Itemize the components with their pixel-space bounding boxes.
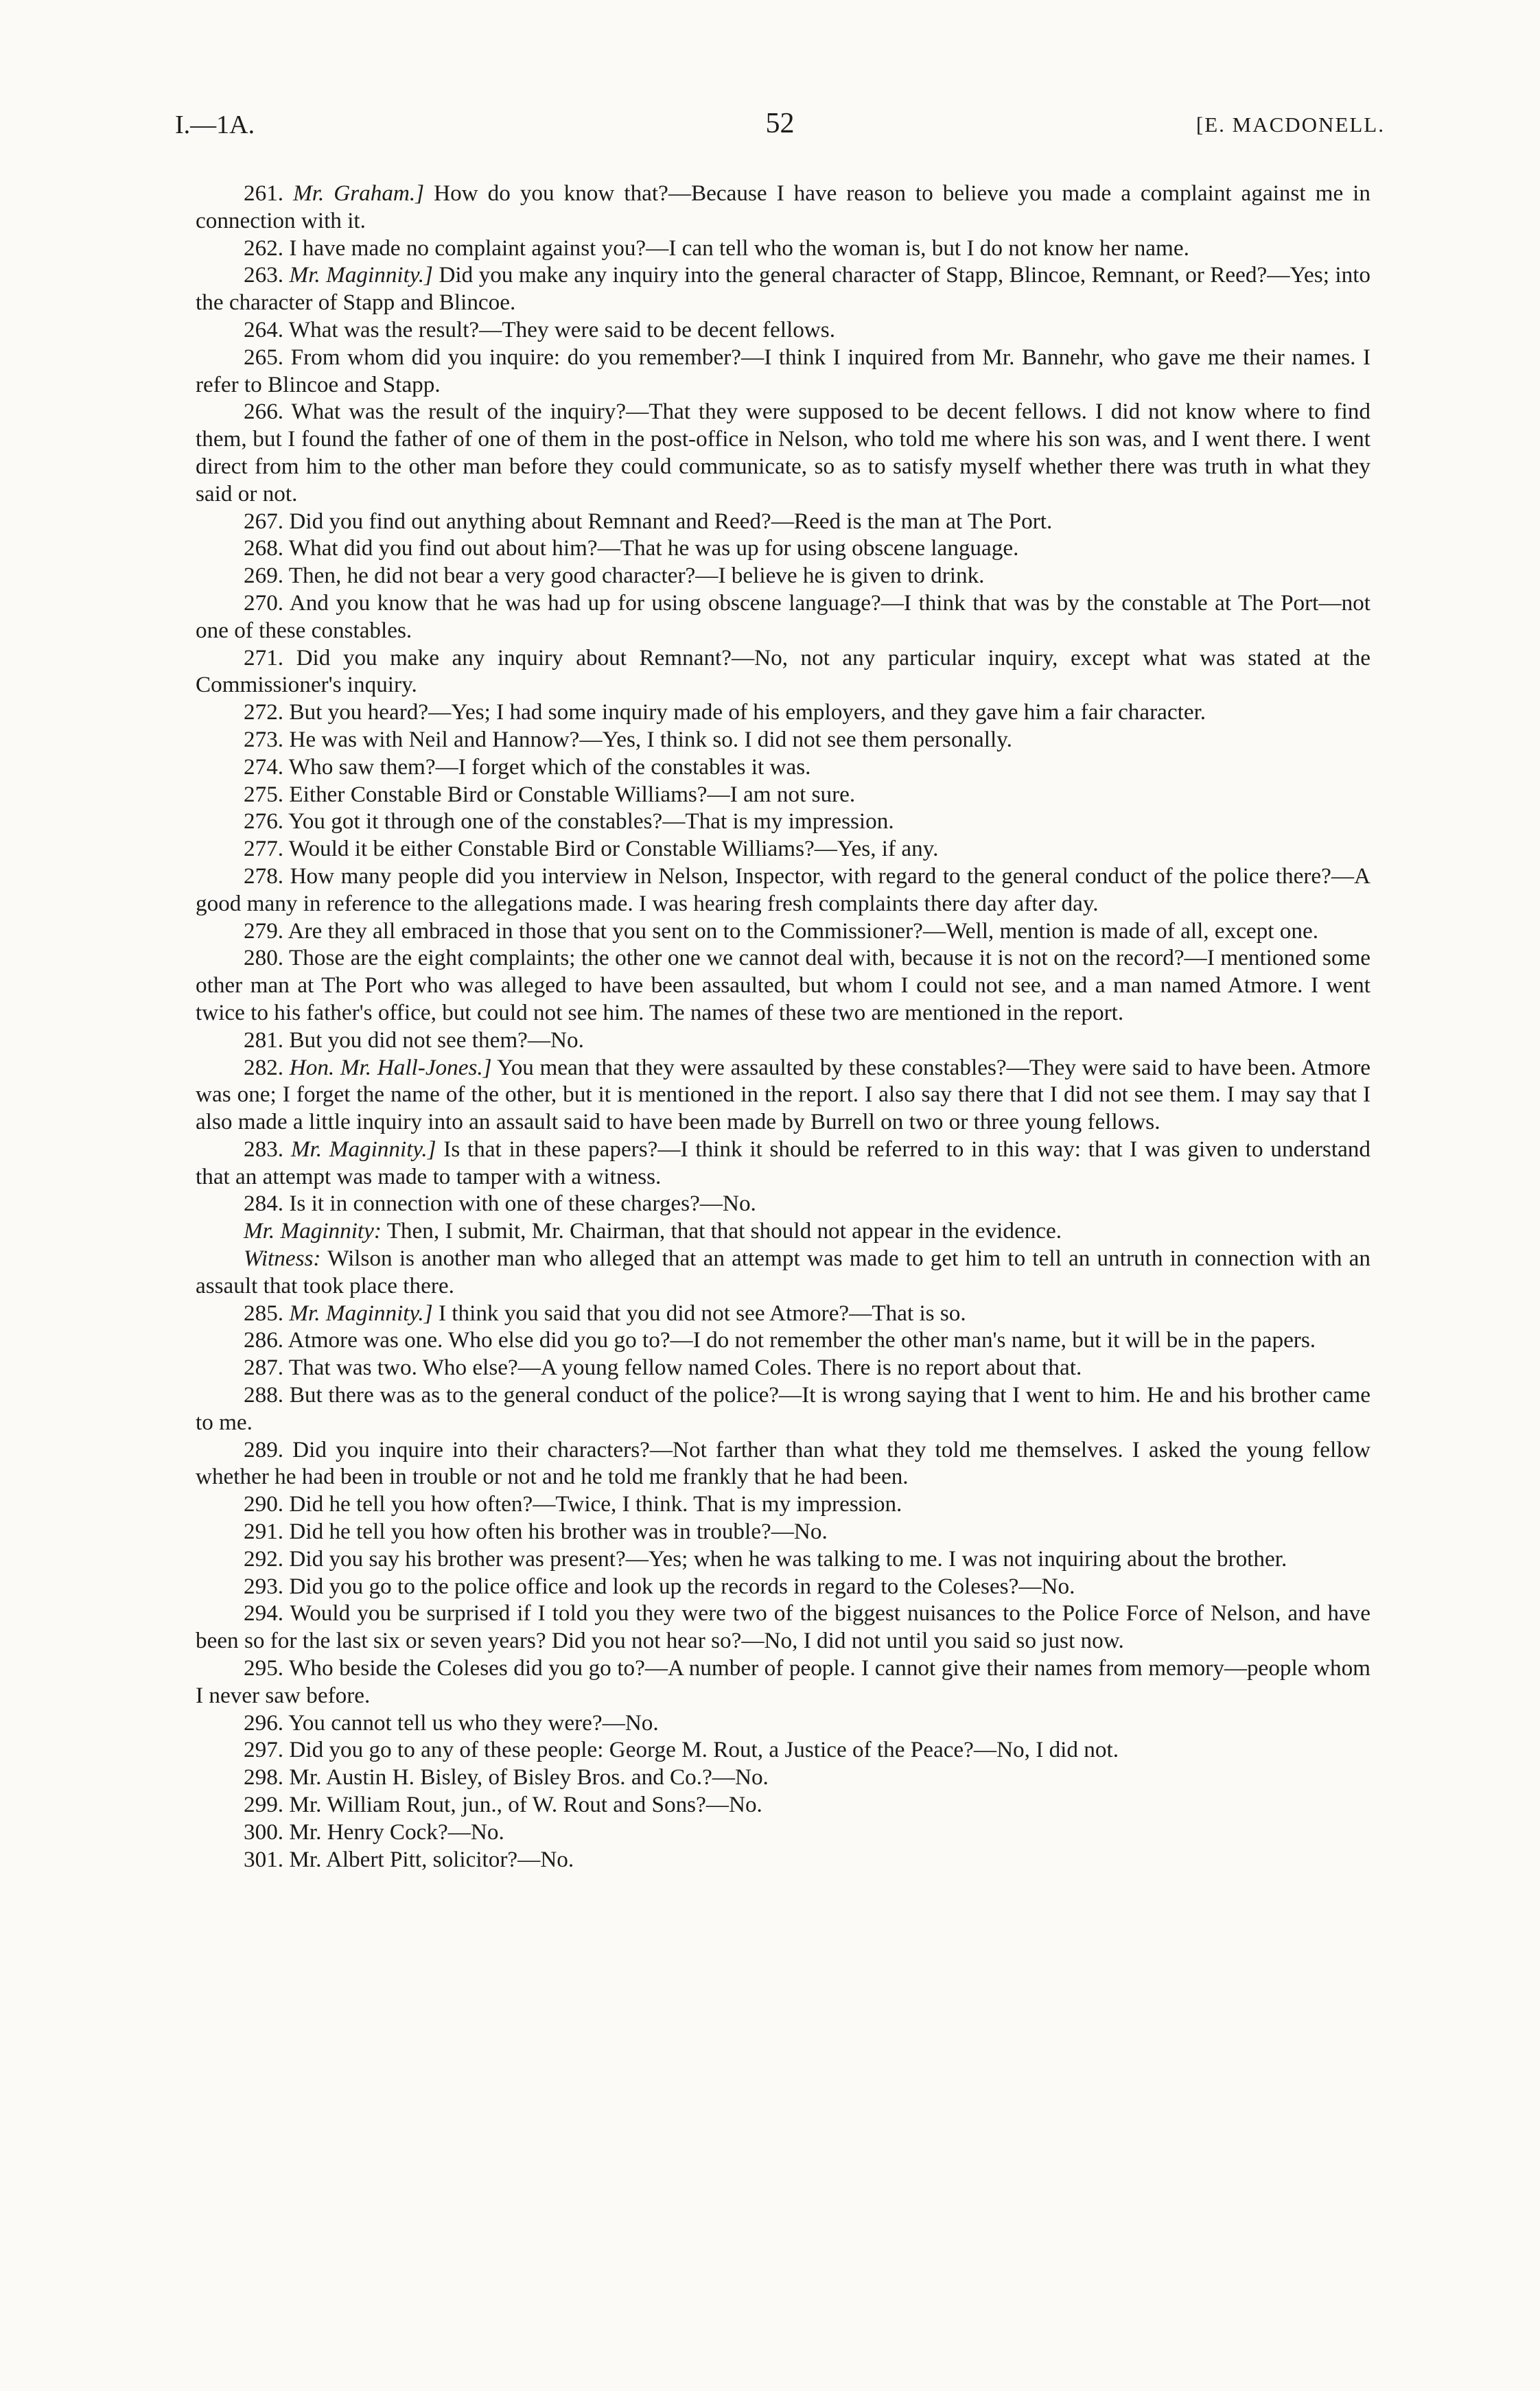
evidence-paragraph xyxy=(196,1736,1370,1764)
question-number: 291. xyxy=(244,1519,284,1545)
document-reference: I.—1A. xyxy=(175,110,255,139)
paragraph-text: Did he tell you how often?—Twice, I think. That is my impression. xyxy=(289,1491,902,1517)
paragraph-text: I think you said that you did not see Atmore?—That is so. xyxy=(438,1300,966,1326)
question-number: 278. xyxy=(244,863,284,889)
paragraph-text: Are they all embraced in those that you sent on to the Commissioner?—Well, mention is made of all, except one. xyxy=(288,918,1318,944)
paragraph-text: You got it through one of the constables?—That is my impression. xyxy=(288,808,894,835)
speaker-name: Mr. Maginnity.] xyxy=(289,262,433,288)
paragraph-text: Atmore was one. Who else did you go to?—I do not remember the other man's name, but it will be in the papers. xyxy=(288,1327,1316,1353)
paragraph-text: What was the result of the inquiry?—That they were supposed to be decent fellows. I did not know where to find them, but I found the father of one of them in the post-office in Nelson, who told me where his son was, and I went there. I went direct from him to the other man before they could communicate, so as to satisfy myself whether there was truth in what they said or not. xyxy=(196,399,1370,506)
witness-name-header: [E. MACDONELL. xyxy=(1195,113,1385,137)
question-number: 276. xyxy=(244,808,284,835)
evidence-paragraph xyxy=(196,180,1370,235)
paragraph-text: Would you be surprised if I told you they were two of the biggest nuisances to the Police Force of Nelson, and have been so for the last six or seven years? Did you not hear so?—No, I did not until you said so just now. xyxy=(196,1600,1370,1654)
question-number: 261. xyxy=(244,180,284,206)
question-number: 285. xyxy=(244,1300,284,1326)
speaker-name: Witness: xyxy=(244,1246,321,1272)
paragraph-text: Did you make any inquiry into the general character of Stapp, Blincoe, Remnant, or Reed?—Yes; into the character of Stapp and Blincoe. xyxy=(196,262,1371,316)
question-number: 294. xyxy=(244,1600,284,1626)
paragraph-text: He was with Neil and Hannow?—Yes, I think so. I did not see them personally. xyxy=(289,726,1012,752)
paragraph-text: What was the result?—They were said to be decent fellows. xyxy=(288,316,835,342)
paragraph-text: Did you say his brother was present?—Yes; when he was talking to me. I was not inquiring about the brother. xyxy=(289,1546,1287,1572)
paragraph-text: Then, I submit, Mr. Chairman, that that should not appear in the evidence. xyxy=(386,1218,1062,1244)
page-number: 52 xyxy=(765,108,795,139)
paragraph-text: Would it be either Constable Bird or Constable Williams?—Yes, if any. xyxy=(288,836,939,862)
paragraph-text: You mean that they were assaulted by these constables?—They were said to have been. Atmore was one; I forget the name of the other, but it is mentioned in the report. I also say there that I did not see them. I may say that I also made a little inquiry into an assault said to have been made by Burrell on two or three young fellows. xyxy=(196,1054,1370,1135)
paragraph-text: But you did not see them?—No. xyxy=(289,1027,584,1053)
evidence-body xyxy=(196,180,1370,1873)
evidence-paragraph xyxy=(196,1491,1370,1518)
paragraph-text: You cannot tell us who they were?—No. xyxy=(288,1710,659,1736)
question-number: 297. xyxy=(244,1737,284,1763)
paragraph-text: Who beside the Coleses did you go to?—A number of people. I cannot give their names from memory—people whom I never saw before. xyxy=(196,1655,1370,1708)
question-number: 282. xyxy=(244,1054,284,1080)
paragraph-text: Mr. Austin H. Bisley, of Bisley Bros. and Co.?—No. xyxy=(289,1764,769,1791)
evidence-paragraph xyxy=(196,944,1370,1026)
question-number: 271. xyxy=(244,644,284,670)
question-number: 277. xyxy=(244,836,284,862)
paragraph-text: From whom did you inquire: do you remember?—I think I inquired from Mr. Bannehr, who gave me their names. I refer to Blincoe and Stapp. xyxy=(196,344,1371,397)
page-header xyxy=(175,110,1385,151)
paragraph-text: And you know that he was had up for using obscene language?—I think that was by the constable at The Port—not one of these constables. xyxy=(196,590,1370,643)
evidence-paragraph xyxy=(196,1381,1370,1436)
evidence-paragraph xyxy=(196,918,1370,945)
paragraph-text: Who saw them?—I forget which of the constables it was. xyxy=(288,754,811,780)
evidence-paragraph xyxy=(196,344,1370,399)
paragraph-text: That was two. Who else?—A young fellow named Coles. There is no report about that. xyxy=(288,1355,1082,1381)
evidence-paragraph xyxy=(196,1846,1370,1874)
paragraph-text: Is it in connection with one of these charges?—No. xyxy=(289,1191,756,1217)
evidence-paragraph xyxy=(196,1217,1370,1245)
question-number: 281. xyxy=(244,1027,284,1053)
paragraph-text: But there was as to the general conduct of the police?—It is wrong saying that I went to him. He and his brother came to me. xyxy=(196,1382,1371,1435)
question-number: 298. xyxy=(244,1764,284,1791)
evidence-paragraph xyxy=(196,863,1370,918)
speaker-name: Mr. Maginnity: xyxy=(244,1218,382,1244)
evidence-paragraph xyxy=(196,1819,1370,1846)
paragraph-text: Is that in these papers?—I think it should be referred to in this way: that I was given to understand that an attempt was made to tamper with a witness. xyxy=(196,1136,1370,1189)
evidence-paragraph xyxy=(196,316,1370,344)
question-number: 286. xyxy=(244,1327,284,1353)
question-number: 299. xyxy=(244,1792,284,1818)
evidence-paragraph xyxy=(196,590,1370,644)
question-number: 269. xyxy=(244,563,284,589)
paragraph-text: Either Constable Bird or Constable Williams?—I am not sure. xyxy=(289,781,856,807)
question-number: 265. xyxy=(244,344,284,370)
question-number: 272. xyxy=(244,699,284,725)
question-number: 300. xyxy=(244,1819,284,1845)
evidence-paragraph xyxy=(196,835,1370,863)
paragraph-text: Mr. Henry Cock?—No. xyxy=(289,1819,504,1845)
paragraph-text: Did you make any inquiry about Remnant?—No, not any particular inquiry, except what was stated at the Commissioner's inquiry. xyxy=(196,644,1371,698)
question-number: 262. xyxy=(244,235,284,261)
paragraph-text: Those are the eight complaints; the other one we cannot deal with, because it is not on the record?—I mentioned some other man at The Port who was alleged to have been assaulted, but whom I could not see, and a man named Atmore. I went twice to his father's office, but could not see him. The names of these two are mentioned in the report. xyxy=(196,945,1370,1025)
paragraph-text: Did you go to the police office and look up the records in regard to the Coleses?—No. xyxy=(289,1573,1075,1599)
question-number: 293. xyxy=(244,1573,284,1599)
evidence-paragraph xyxy=(196,1791,1370,1819)
evidence-paragraph xyxy=(196,1027,1370,1054)
question-number: 267. xyxy=(244,508,284,534)
paragraph-text: Mr. William Rout, jun., of W. Rout and Sons?—No. xyxy=(289,1792,762,1818)
evidence-paragraph xyxy=(196,1546,1370,1573)
evidence-paragraph xyxy=(196,754,1370,781)
question-number: 292. xyxy=(244,1546,284,1572)
evidence-paragraph xyxy=(196,1710,1370,1737)
paragraph-text: Did you go to any of these people: George M. Rout, a Justice of the Peace?—No, I did not. xyxy=(289,1737,1119,1763)
evidence-paragraph xyxy=(196,1764,1370,1791)
evidence-paragraph xyxy=(196,1655,1370,1710)
question-number: 290. xyxy=(244,1491,284,1517)
paragraph-text: But you heard?—Yes; I had some inquiry made of his employers, and they gave him a fair character. xyxy=(289,699,1206,725)
evidence-paragraph xyxy=(196,1136,1370,1191)
evidence-paragraph xyxy=(196,398,1370,507)
question-number: 274. xyxy=(244,754,284,780)
speaker-name: Mr. Graham.] xyxy=(293,180,425,206)
question-number: 296. xyxy=(244,1710,284,1736)
evidence-paragraph xyxy=(196,699,1370,726)
paragraph-text: How many people did you interview in Nelson, Inspector, with regard to the general conduct of the police there?—A good many in reference to the allegations made. I was hearing fresh complaints there day after day. xyxy=(196,863,1370,916)
evidence-paragraph xyxy=(196,1573,1370,1600)
question-number: 263. xyxy=(244,262,284,288)
question-number: 289. xyxy=(244,1436,284,1462)
question-number: 287. xyxy=(244,1355,284,1381)
evidence-paragraph xyxy=(196,235,1370,262)
evidence-paragraph xyxy=(196,808,1370,835)
question-number: 268. xyxy=(244,535,284,561)
evidence-paragraph xyxy=(196,1300,1370,1327)
evidence-paragraph xyxy=(196,508,1370,535)
evidence-paragraph xyxy=(196,261,1370,316)
speaker-name: Mr. Maginnity.] xyxy=(289,1300,433,1326)
paragraph-text: Did you find out anything about Remnant and Reed?—Reed is the man at The Port. xyxy=(289,508,1053,534)
evidence-paragraph xyxy=(196,726,1370,754)
question-number: 279. xyxy=(244,918,284,944)
evidence-paragraph xyxy=(196,1327,1370,1354)
paragraph-text: What did you find out about him?—That he was up for using obscene language. xyxy=(288,535,1019,561)
speaker-name: Hon. Mr. Hall-Jones.] xyxy=(289,1054,492,1080)
evidence-paragraph xyxy=(196,1518,1370,1546)
question-number: 266. xyxy=(244,399,284,425)
question-number: 283. xyxy=(244,1136,284,1162)
question-number: 288. xyxy=(244,1382,284,1408)
paragraph-text: I have made no complaint against you?—I can tell who the woman is, but I do not know her name. xyxy=(289,235,1189,261)
evidence-paragraph xyxy=(196,1054,1370,1136)
question-number: 270. xyxy=(244,590,284,616)
evidence-paragraph xyxy=(196,1190,1370,1217)
evidence-paragraph xyxy=(196,1436,1370,1491)
question-number: 280. xyxy=(244,945,284,971)
evidence-paragraph xyxy=(196,781,1370,808)
paragraph-text: Then, he did not bear a very good character?—I believe he is given to drink. xyxy=(288,563,985,589)
question-number: 264. xyxy=(244,316,284,342)
evidence-paragraph xyxy=(196,562,1370,590)
paragraph-text: How do you know that?—Because I have reason to believe you made a complaint against me in connection with it. xyxy=(196,180,1370,233)
question-number: 275. xyxy=(244,781,284,807)
paragraph-text: Did you inquire into their characters?—Not farther than what they told me themselves. I asked the young fellow whether he had been in trouble or not and he told me frankly that he had been. xyxy=(196,1436,1370,1490)
paragraph-text: Mr. Albert Pitt, solicitor?—No. xyxy=(289,1846,574,1872)
question-number: 295. xyxy=(244,1655,284,1681)
paragraph-text: Wilson is another man who alleged that an attempt was made to get him to tell an untruth in connection with an assault that took place there. xyxy=(196,1246,1370,1298)
question-number: 301. xyxy=(244,1846,284,1872)
evidence-paragraph xyxy=(196,535,1370,562)
paragraph-text: Did he tell you how often his brother was in trouble?—No. xyxy=(289,1519,828,1545)
question-number: 284. xyxy=(244,1191,284,1217)
evidence-paragraph xyxy=(196,1354,1370,1381)
evidence-paragraph xyxy=(196,644,1370,699)
speaker-name: Mr. Maginnity.] xyxy=(290,1136,436,1162)
evidence-paragraph xyxy=(196,1600,1370,1655)
evidence-paragraph xyxy=(196,1245,1370,1300)
question-number: 273. xyxy=(244,726,284,752)
